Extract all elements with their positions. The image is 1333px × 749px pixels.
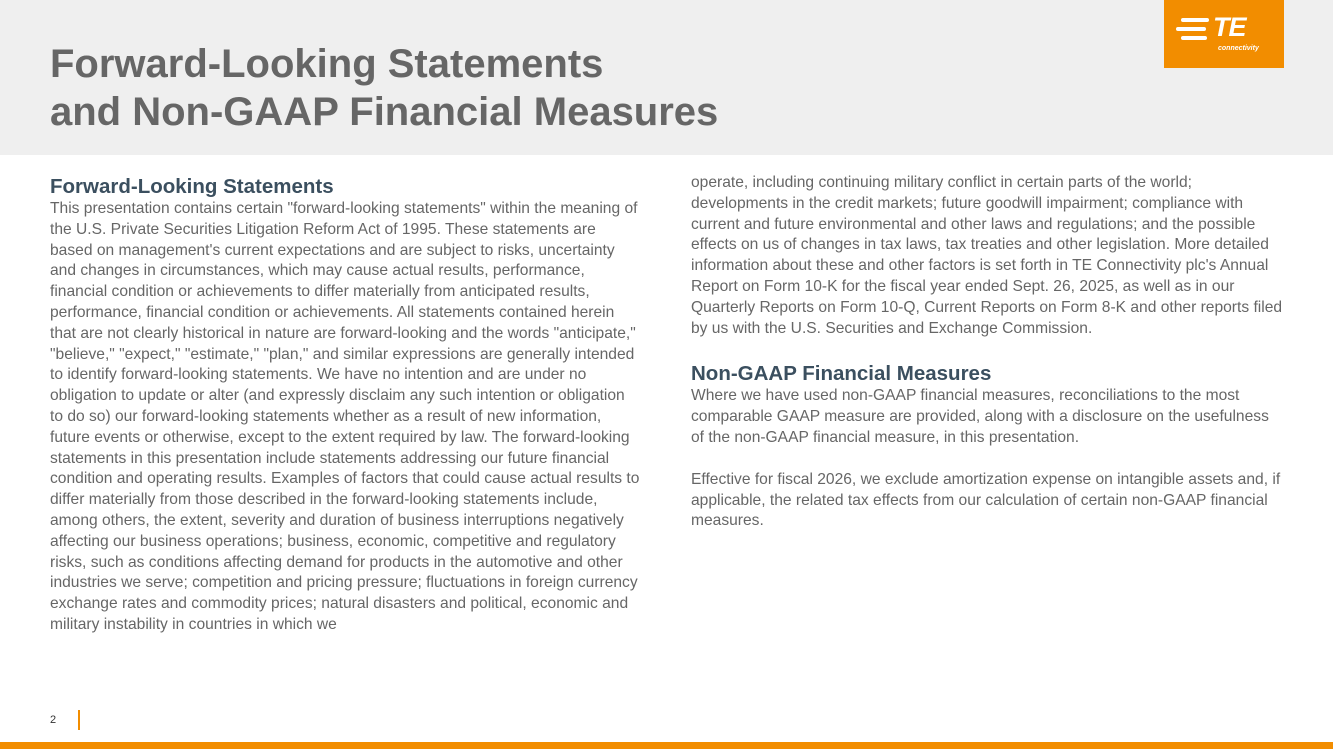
logo-stripe-2 bbox=[1176, 27, 1206, 31]
logo-stripe-1 bbox=[1181, 18, 1209, 22]
logo-stripe-3 bbox=[1181, 36, 1207, 40]
page-number-divider bbox=[78, 710, 80, 730]
non-gaap-heading: Non-GAAP Financial Measures bbox=[691, 362, 992, 386]
te-connectivity-logo bbox=[1164, 0, 1284, 68]
footer-accent-bar bbox=[0, 742, 1333, 749]
forward-looking-heading: Forward-Looking Statements bbox=[50, 175, 334, 198]
page-title-line-1: Forward-Looking Statements bbox=[50, 42, 604, 86]
forward-looking-body: This presentation contains certain "forward-looking statements" within the meaning of the U.S. Private Securities Litigation Reform Act of 1995. These statements are based on management's current expectations and are subject to risks, uncertainty and changes in circumstances, which may cause actual results, performance, financial condition or achievements to differ materially from anticipated results, performance, financial condition or achievements. All statements contained herein that are not clearly historical in nature are forward-looking and the words "anticipate," "believe," "expect," "estimate," "plan," and similar expressions are generally intended to identify forward-looking statements. We have no intention and are under no obligation to update or alter (and expressly disclaim any such intention or obligation to do so) our forward-looking statements whether as a result of new information, future events or otherwise, except to the extent required by law. The forward-looking statements in this presentation include statements addressing our future financial condition and operating results. Examples of factors that could cause actual results to differ materially from those described in the forward-looking statements include, among others, the extent, severity and duration of business interruptions negatively affecting our business operations; business, economic, competitive and regulatory risks, such as conditions affecting demand for products in the automotive and other industries we serve; competition and pricing pressure; fluctuations in foreign currency exchange rates and commodity prices; natural disasters and political, economic and military instability in countries in which we bbox=[50, 200, 640, 633]
logo-wordmark: TE bbox=[1213, 12, 1246, 42]
forward-looking-continuation: operate, including continuing military conflict in certain parts of the world; developments in the credit markets; future goodwill impairment; compliance with current and future environmental and other laws and regulations; and the possible effects on us of changes in tax laws, tax treaties and other legislation. More detailed information about these and other factors is set forth in TE Connectivity plc's Annual Report on Form 10-K for the fiscal year ended Sept. 26, 2025, as well as in our Quarterly Reports on Form 10-Q, Current Reports on Form 8-K and other reports filed by us with the U.S. Securities and Exchange Commission. bbox=[691, 174, 1283, 337]
page-number: 2 bbox=[50, 714, 57, 726]
non-gaap-paragraph-2: Effective for fiscal 2026, we exclude amortization expense on intangible assets and, if applicable, the related tax effects from our calculation of certain non-GAAP financial measures. bbox=[691, 470, 1281, 530]
left-column bbox=[50, 174, 642, 636]
page-title-line-2: and Non-GAAP Financial Measures bbox=[50, 90, 719, 134]
logo-subtext: connectivity bbox=[1218, 45, 1259, 52]
page-title bbox=[50, 40, 718, 136]
non-gaap-paragraph-1: Where we have used non-GAAP financial measures, reconciliations to the most comparable GAAP measure are provided, along with a disclosure on the usefulness of the non-GAAP financial measure, in this presentation. bbox=[691, 387, 1269, 446]
right-column bbox=[691, 173, 1283, 532]
